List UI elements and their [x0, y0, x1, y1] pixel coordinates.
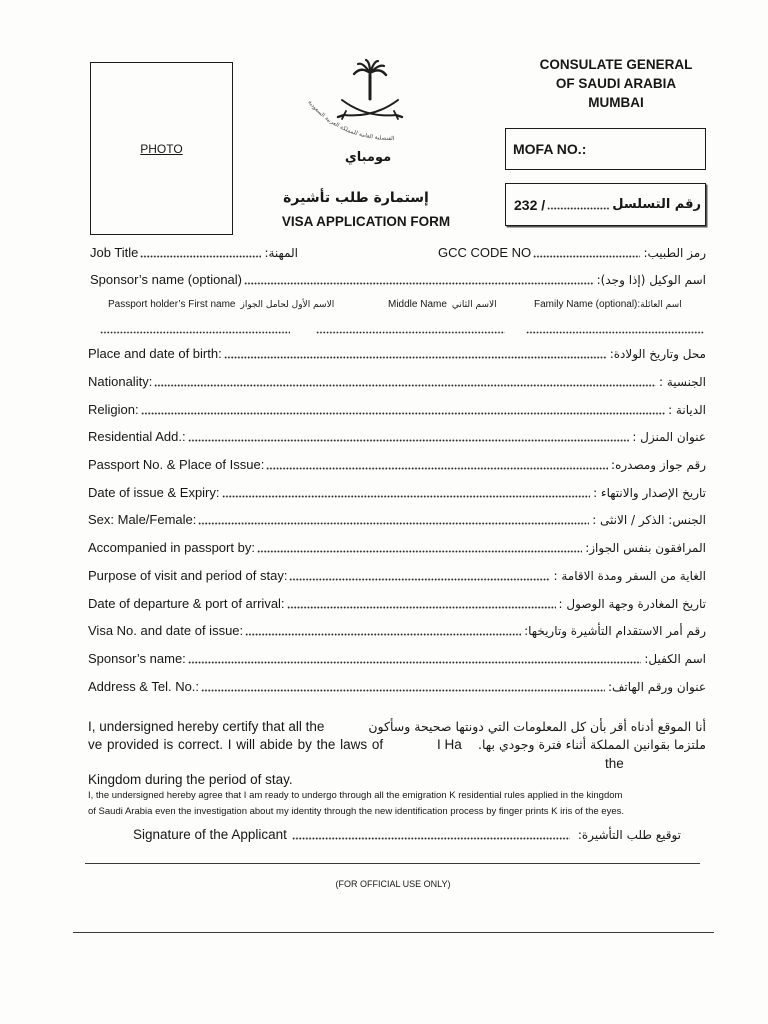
consulate-line: CONSULATE GENERAL	[539, 57, 693, 72]
fill-in-line	[198, 522, 589, 525]
field-label-arabic: اسم الوكيل (إذا وجد):	[596, 273, 706, 287]
fill-in-line	[289, 578, 550, 581]
field-label: Address & Tel. No.:	[88, 679, 200, 694]
saudi-emblem	[300, 58, 410, 150]
fill-in-line	[222, 495, 591, 498]
field-sex	[88, 511, 706, 529]
official-use-label: (FOR OFFICIAL USE ONLY)	[335, 879, 451, 889]
field-label: Sponsor’s name:	[88, 651, 186, 666]
family-name-line	[526, 331, 704, 334]
field-label: Nationality:	[88, 374, 153, 389]
fill-in-line	[154, 384, 656, 387]
field-label: Date of departure & port of arrival:	[88, 596, 285, 611]
fill-in-line	[266, 467, 608, 470]
declaration-line: ve provided is correct. I will abide by the laws of	[88, 737, 384, 752]
fill-in-line	[244, 282, 594, 285]
declaration-line: Kingdom during the period of stay.	[88, 772, 293, 787]
first-name-label	[108, 298, 334, 312]
fill-in-line	[533, 255, 640, 258]
field-label-arabic: الغاية من السفر ومدة الاقامة :	[553, 569, 706, 583]
signature-row	[133, 826, 681, 844]
agreement-line: I, the undersigned hereby agree that I am ready to undergo through all the emigration K residential rules applied in the kingdom	[88, 790, 623, 801]
field-label: Religion:	[88, 402, 139, 417]
field-label-arabic: الجنسية :	[659, 375, 706, 389]
field-label-arabic: الديانة :	[668, 403, 706, 417]
form-title-arabic: إستمارة طلب تأشيرة	[283, 190, 429, 206]
field-issue-expiry-date	[88, 484, 706, 502]
consulate-line: OF SAUDI ARABIA	[555, 76, 677, 91]
field-label-arabic: محل وتاريخ الولادة:	[609, 347, 706, 361]
divider	[73, 932, 714, 933]
divider	[85, 863, 700, 864]
field-label: Residential Add.:	[88, 429, 186, 444]
field-label: Place and date of birth:	[88, 346, 222, 361]
field-label: Middle Name	[388, 299, 447, 310]
declaration-line-arabic: أنا الموقع أدناه أقر بأن كل المعلومات التي دونتها صحيحة وسأكون	[368, 719, 706, 734]
field-visa-number	[88, 622, 706, 640]
serial-number-box	[505, 183, 706, 226]
declaration-line: I, undersigned hereby certify that all the	[88, 719, 325, 734]
field-place-date-of-birth	[88, 345, 706, 363]
photo-box	[90, 62, 233, 235]
serial-label-arabic: رقم التسلسل	[612, 196, 701, 212]
middle-name-line	[316, 331, 505, 334]
fill-in-line	[188, 661, 642, 664]
middle-name-label	[388, 298, 497, 312]
field-purpose-of-visit	[88, 567, 706, 585]
declaration-fragment: I Ha	[437, 737, 462, 752]
city-name-arabic: مومباي	[344, 150, 392, 165]
field-label-arabic: عنوان المنزل :	[632, 430, 706, 444]
signature-label: Signature of the Applicant	[133, 827, 287, 842]
field-label-arabic: اسم العائلة	[640, 300, 682, 310]
field-sponsor-name	[88, 650, 706, 668]
field-label: Purpose of visit and period of stay:	[88, 568, 288, 583]
field-label-arabic: الاسم الثاني	[451, 300, 497, 310]
field-label-arabic: عنوان ورقم الهاتف:	[607, 680, 706, 694]
signature-label-arabic: توقيع طلب التأشيرة:	[577, 828, 681, 842]
field-label: Visa No. and date of issue:	[88, 623, 244, 638]
field-label: Sponsor’s name (optional)	[90, 272, 242, 287]
field-accompanied-by	[88, 539, 706, 557]
field-departure-arrival	[88, 595, 706, 613]
field-label-arabic: رقم أمر الاستقدام التأشيرة وتاريخها:	[524, 624, 706, 638]
fill-in-line	[224, 356, 607, 359]
field-residential-address	[88, 428, 706, 446]
signature-line	[292, 837, 570, 840]
photo-label: PHOTO	[140, 141, 183, 156]
fill-in-line	[140, 255, 261, 258]
mofa-label: MOFA NO.:	[513, 141, 587, 157]
field-address-phone	[88, 678, 706, 696]
agreement-line: of Saudi Arabia even the investigation about my identity through the new identification process by finger prints K iris of the eyes.	[88, 806, 625, 817]
field-label: Passport holder’s First name	[108, 299, 236, 310]
form-title: VISA APPLICATION FORM	[281, 214, 451, 229]
field-label-arabic: الاسم الأول لحامل الجواز	[240, 300, 335, 310]
field-label: Family Name (optional):	[534, 299, 641, 310]
field-label: Job Title	[90, 245, 139, 260]
field-nationality	[88, 373, 706, 391]
fill-in-line	[201, 689, 605, 692]
declaration-fragment: the	[605, 756, 624, 771]
field-label-arabic: رمز الطبيب:	[643, 246, 706, 260]
field-label-arabic: تاريخ الإصدار والانتهاء :	[593, 486, 706, 500]
fill-in-line	[141, 412, 665, 415]
fill-in-line	[287, 606, 556, 609]
field-label: Passport No. & Place of Issue:	[88, 457, 265, 472]
seal-text: القنصلية العامة للمملكة العربية السعودية	[306, 99, 395, 143]
crossed-swords-icon	[338, 100, 402, 119]
field-label: Date of issue & Expiry:	[88, 485, 220, 500]
first-name-line	[100, 331, 290, 334]
field-job-title	[90, 244, 298, 262]
field-gcc-code	[438, 244, 706, 262]
field-label-arabic: المرافقون بنفس الجواز:	[585, 541, 706, 555]
field-label-arabic: اسم الكفيل:	[644, 652, 706, 666]
consulate-heading	[516, 55, 716, 112]
serial-number-row	[514, 196, 701, 214]
field-religion	[88, 401, 706, 419]
mofa-number-box	[505, 128, 706, 170]
field-label-arabic: رقم جواز ومصدره:	[611, 458, 706, 472]
fill-in-line	[188, 439, 630, 442]
family-name-label	[534, 298, 682, 312]
field-label-arabic: تاريخ المغادرة وجهة الوصول :	[558, 597, 706, 611]
field-label: Accompanied in passport by:	[88, 540, 255, 555]
fill-in-line	[547, 207, 609, 210]
field-passport-number	[88, 456, 706, 474]
field-sponsor-optional	[90, 271, 706, 289]
palm-tree-icon	[354, 60, 386, 99]
field-label-arabic: الجنس: الذكر / الانثى :	[592, 513, 706, 527]
fill-in-line	[257, 550, 582, 553]
field-label: Sex: Male/Female:	[88, 512, 197, 527]
field-label: GCC CODE NO	[438, 245, 532, 260]
field-label-arabic: المهنة:	[264, 246, 298, 260]
serial-number: 232 /	[514, 196, 546, 213]
consulate-line: MUMBAI	[588, 95, 644, 110]
fill-in-line	[245, 633, 521, 636]
declaration-line-arabic: ملتزما بقوانين المملكة أثناء فترة وجودي بها.	[477, 737, 706, 752]
